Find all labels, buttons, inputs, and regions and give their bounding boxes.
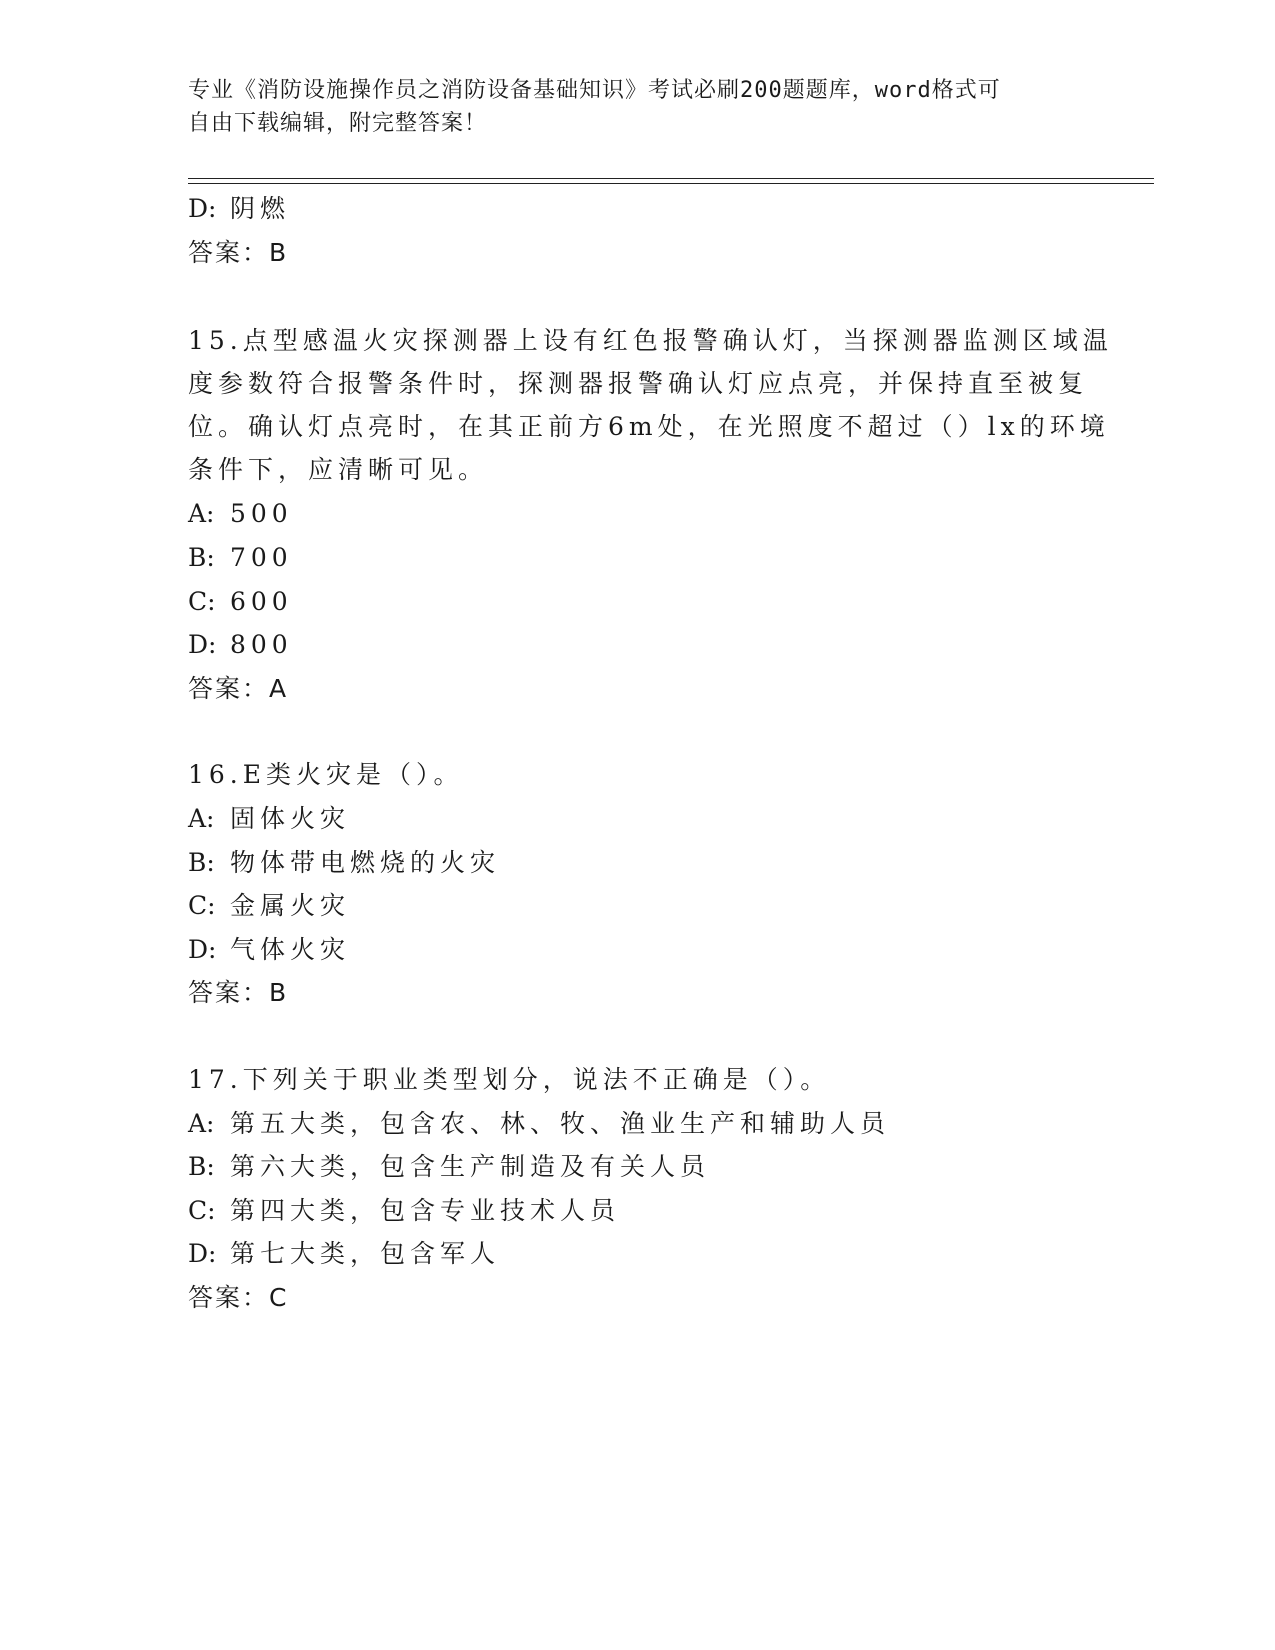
question-15-option-b [188, 535, 293, 581]
option-key: D: [188, 630, 217, 659]
header-title-line-2: 自由下载编辑，附完整答案！ [188, 111, 488, 136]
option-text: 第四大类，包含专业技术人员 [230, 1196, 621, 1225]
option-key: A: [188, 804, 215, 833]
header-title-line-1: 专业《消防设施操作员之消防设备基础知识》考试必刷200题题库，word格式可 [188, 78, 1001, 103]
question-15-answer: 答案：A [188, 674, 289, 703]
option-key: C: [188, 1196, 216, 1225]
option-text: 800 [230, 630, 293, 659]
question-15-line-1: 15.点型感温火灾探测器上设有红色报警确认灯，当探测器监测区域温 [188, 326, 1113, 355]
option-key: B: [188, 1152, 215, 1181]
option-key: C: [188, 891, 216, 920]
option-text: 第七大类，包含军人 [230, 1239, 501, 1268]
option-text: 第六大类，包含生产制造及有关人员 [230, 1152, 711, 1181]
question-15-option-c [188, 579, 293, 625]
option-text: 600 [230, 587, 293, 616]
question-17-option-b [188, 1144, 710, 1190]
option-text: 500 [230, 499, 293, 528]
document-header [188, 74, 1068, 140]
option-text: 气体火灾 [230, 935, 351, 964]
question-15-line-3: 位。确认灯点亮时，在其正前方6m处，在光照度不超过（）lx的环境 [188, 412, 1110, 441]
header-divider-bottom [188, 183, 1154, 184]
header-divider-top [188, 178, 1154, 179]
option-row [188, 186, 290, 232]
question-15-line-4: 条件下，应清晰可见。 [188, 455, 489, 484]
option-key: D: [188, 194, 217, 223]
question-16-option-b [188, 840, 500, 886]
question-15-line-2: 度参数符合报警条件时，探测器报警确认灯应点亮，并保持直至被复 [188, 369, 1089, 398]
question-16-option-a [188, 796, 350, 842]
answer-line: 答案：B [188, 238, 289, 267]
option-text: 固体火灾 [230, 804, 351, 833]
question-17-answer: 答案：C [188, 1283, 289, 1312]
question-17-line-1: 17.下列关于职业类型划分，说法不正确是（）。 [188, 1065, 831, 1094]
option-text: 金属火灾 [230, 891, 351, 920]
option-text: 物体带电燃烧的火灾 [230, 848, 501, 877]
question-17-option-c [188, 1188, 620, 1234]
option-key: A: [188, 499, 215, 528]
question-16-option-d [188, 927, 350, 973]
question-17-option-a [188, 1101, 890, 1147]
option-text: 第五大类，包含农、林、牧、渔业生产和辅助人员 [230, 1109, 891, 1138]
question-16-option-c [188, 883, 350, 929]
option-key: C: [188, 587, 216, 616]
question-16-line-1: 16.E类火灾是（）。 [188, 760, 464, 789]
option-key: D: [188, 935, 217, 964]
question-15-option-a [188, 491, 293, 537]
option-key: A: [188, 1109, 215, 1138]
question-17-option-d [188, 1231, 500, 1277]
option-key: B: [188, 543, 215, 572]
option-key: D: [188, 1239, 217, 1268]
question-15-option-d [188, 622, 293, 668]
option-key: B: [188, 848, 215, 877]
question-16-answer: 答案：B [188, 978, 289, 1007]
option-text: 阴燃 [230, 194, 291, 223]
option-text: 700 [230, 543, 293, 572]
